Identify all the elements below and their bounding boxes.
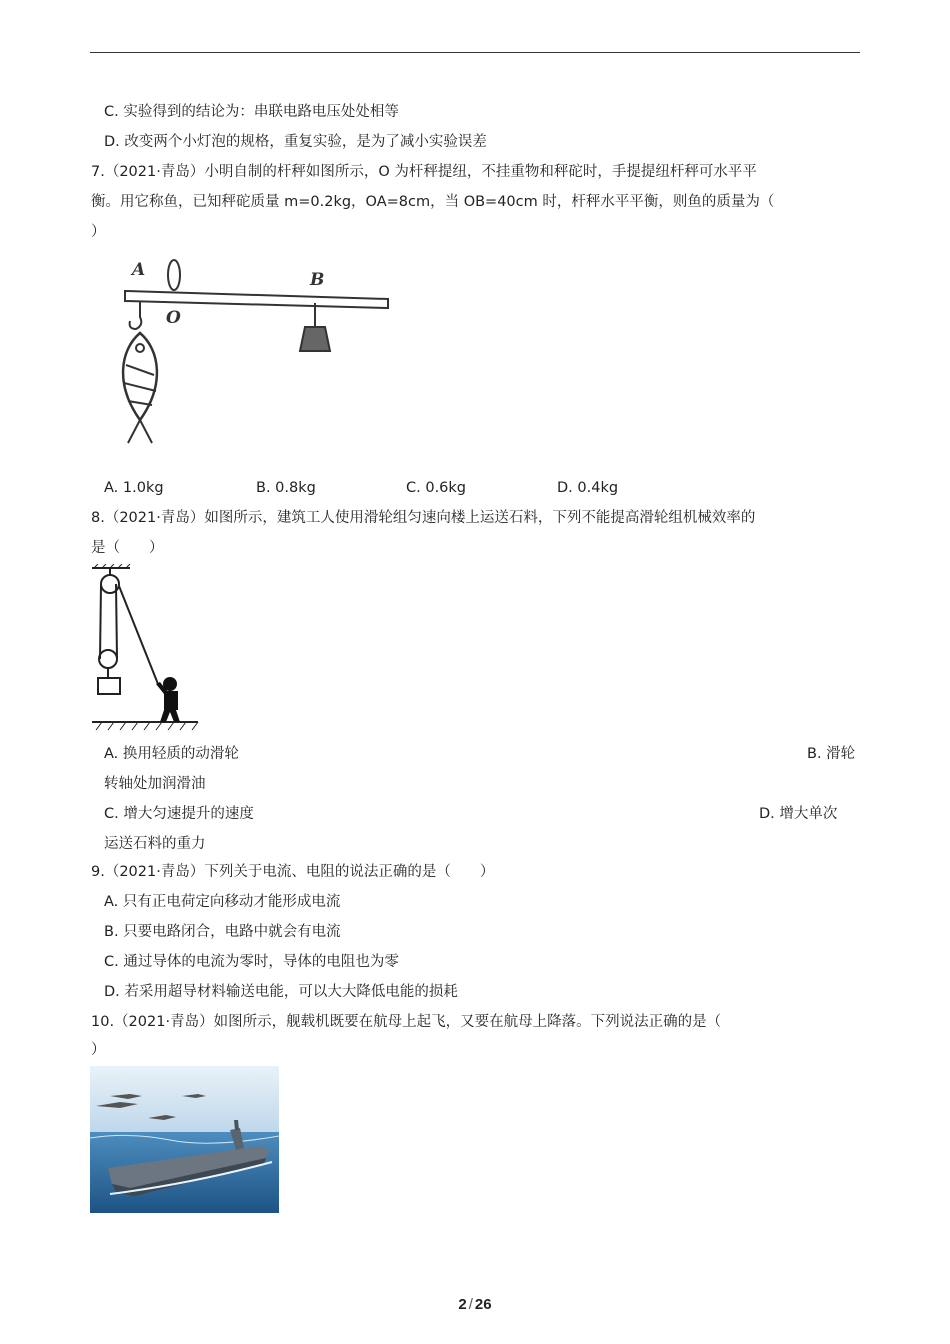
page-number bbox=[0, 1296, 950, 1313]
q8-stem-line1: 8.（2021·青岛）如图所示，建筑工人使用滑轮组匀速向楼上运送石料，下列不能提高滑轮组机械效率的 bbox=[91, 510, 756, 526]
q7-option-c: C. 0.6kg bbox=[406, 480, 467, 496]
q8-option-a: A. 换用轻质的动滑轮 bbox=[104, 746, 239, 762]
q8-option-b-continued: 转轴处加润滑油 bbox=[104, 776, 206, 792]
page-separator: / bbox=[468, 1296, 473, 1313]
current-page: 2 bbox=[458, 1296, 467, 1313]
q7-option-d: D. 0.4kg bbox=[557, 480, 619, 496]
q10-stem-line1: 10.（2021·青岛）如图所示，舰载机既要在航母上起飞，又要在航母上降落。下列说法正确的是（ bbox=[91, 1014, 722, 1030]
q8-option-d-continued: 运送石料的重力 bbox=[104, 836, 206, 852]
q8-option-d: D. 增大单次 bbox=[759, 806, 838, 822]
q7-stem-line3: ） bbox=[91, 224, 106, 240]
steelyard-figure bbox=[90, 255, 400, 455]
q9-option-b: B. 只要电路闭合，电路中就会有电流 bbox=[104, 924, 341, 940]
q6-option-c: C. 实验得到的结论为：串联电路电压处处相等 bbox=[104, 104, 399, 120]
q7-stem-line2: 衡。用它称鱼，已知秤砣质量 m=0.2kg，OA=8cm，当 OB=40cm 时，杆秤水平平衡，则鱼的质量为（ bbox=[91, 194, 775, 210]
q7-option-a: A. 1.0kg bbox=[104, 480, 164, 496]
header-rule bbox=[90, 52, 860, 53]
q10-stem-line2: ） bbox=[91, 1042, 106, 1058]
aircraft-carrier-photo bbox=[90, 1066, 279, 1213]
q7-option-b: B. 0.8kg bbox=[256, 480, 316, 496]
q9-stem: 9.（2021·青岛）下列关于电流、电阻的说法正确的是（ ） bbox=[91, 864, 495, 880]
q9-option-a: A. 只有正电荷定向移动才能形成电流 bbox=[104, 894, 341, 910]
q9-option-c: C. 通过导体的电流为零时，导体的电阻也为零 bbox=[104, 954, 399, 970]
q9-option-d: D. 若采用超导材料输送电能，可以大大降低电能的损耗 bbox=[104, 984, 458, 1000]
q8-option-b: B. 滑轮 bbox=[807, 746, 856, 762]
total-pages: 26 bbox=[474, 1296, 492, 1313]
q8-stem-line2: 是（ ） bbox=[91, 540, 164, 556]
pulley-figure bbox=[90, 564, 202, 734]
label-a: A bbox=[132, 260, 146, 280]
label-b: B bbox=[310, 270, 325, 290]
q8-option-c: C. 增大匀速提升的速度 bbox=[104, 806, 254, 822]
q6-option-d: D. 改变两个小灯泡的规格，重复实验，是为了减小实验误差 bbox=[104, 134, 487, 150]
q7-stem-line1: 7.（2021·青岛）小明自制的杆秤如图所示，O 为杆秤提纽，不挂重物和秤砣时，手提提纽杆秤可水平平 bbox=[91, 164, 757, 180]
label-o: O bbox=[166, 308, 181, 328]
